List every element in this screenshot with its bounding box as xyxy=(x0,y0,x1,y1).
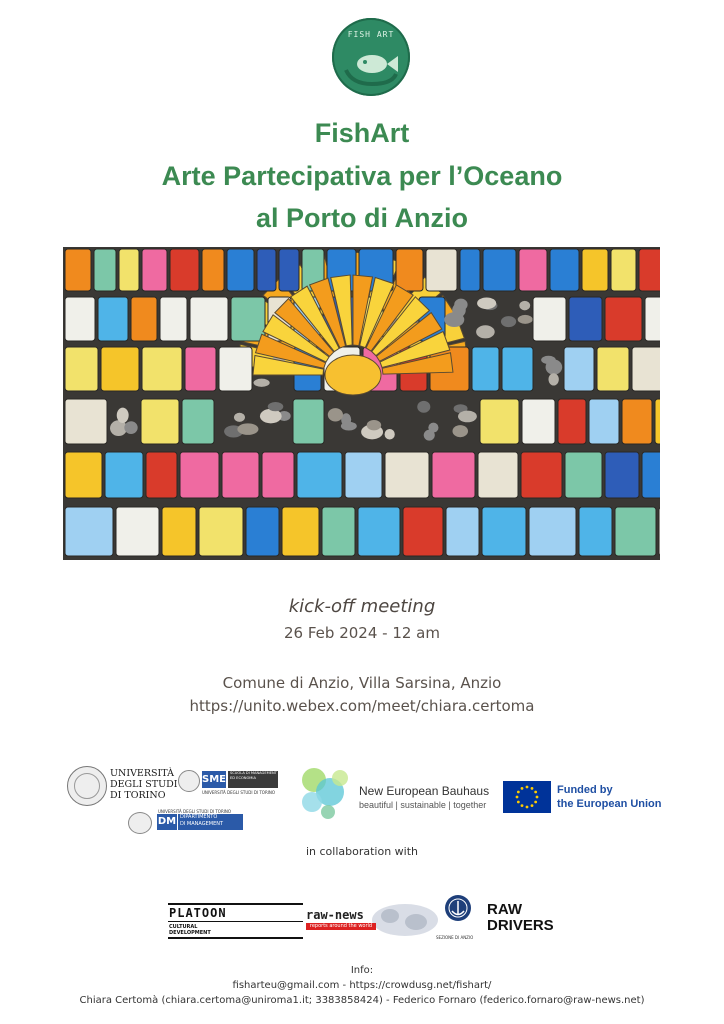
rawnews-sub: reports around the world xyxy=(306,923,376,930)
mosaic-stone xyxy=(548,373,558,385)
sme-abbr: SME xyxy=(202,771,226,788)
mosaic-stone xyxy=(424,430,435,441)
platoon-sub-2: DEVELOPMENT xyxy=(169,930,211,936)
mosaic-tile xyxy=(558,399,586,444)
dm-top: UNIVERSITÀ DEGLI STUDI DI TORINO xyxy=(158,809,232,814)
dm-box xyxy=(178,814,243,830)
mosaic-tile xyxy=(297,452,342,498)
platoon-name: PLATOON xyxy=(169,906,227,920)
eu-star xyxy=(521,787,524,790)
title-line-3: al Porto di Anzio xyxy=(256,203,468,233)
mosaic-tile xyxy=(622,399,652,444)
unito-text xyxy=(110,768,177,801)
eu-line-2: the European Union xyxy=(557,798,662,810)
mosaic-tile xyxy=(202,249,224,291)
anzio-caption: SEZIONE DI ANZIO xyxy=(436,935,474,940)
mosaic-tile xyxy=(257,249,276,291)
footer-contact-line-1[interactable]: fisharteu@gmail.com - https://crowdusg.net/fishart/ xyxy=(232,980,492,991)
footer-info-label: Info: xyxy=(350,965,374,976)
mosaic-tile xyxy=(478,452,518,498)
mosaic-tile xyxy=(521,452,562,498)
eu-star xyxy=(517,801,520,804)
mosaic-tile xyxy=(279,249,299,291)
mosaic-tile xyxy=(632,347,660,391)
eu-star xyxy=(517,791,520,794)
event-datetime: 26 Feb 2024 - 12 am xyxy=(284,624,440,642)
mosaic-tile xyxy=(116,507,159,556)
mosaic-tile xyxy=(482,507,526,556)
eu-star xyxy=(521,804,524,807)
raw-drivers-line-1: RAW xyxy=(487,901,522,918)
mosaic-tile xyxy=(615,507,656,556)
mosaic-tile xyxy=(65,249,91,291)
neb-title: New European Bauhaus xyxy=(359,784,490,798)
mosaic-stone xyxy=(476,325,495,338)
event-type: kick-off meeting xyxy=(288,596,436,617)
dm-line-1: DIPARTIMENTO xyxy=(180,814,218,820)
mosaic-stone xyxy=(328,408,343,421)
mosaic-stone xyxy=(253,379,269,387)
mosaic-tile xyxy=(345,452,382,498)
mosaic-tile xyxy=(659,507,660,556)
mosaic-stone xyxy=(452,303,466,317)
mosaic-tile xyxy=(446,507,479,556)
mosaic-tile xyxy=(231,297,265,341)
mosaic-stone xyxy=(518,315,533,324)
mosaic-tile xyxy=(579,507,612,556)
neb-subtitle: beautiful | sustainable | together xyxy=(359,800,487,810)
mosaic-tile xyxy=(119,249,139,291)
logo-text: FISH ART xyxy=(347,30,395,39)
mosaic-tile xyxy=(432,452,475,498)
mosaic-tile xyxy=(182,399,214,444)
eu-star xyxy=(536,796,539,799)
mosaic-tile xyxy=(141,399,179,444)
mosaic-tile xyxy=(522,399,555,444)
unito-seal-icon xyxy=(67,766,107,806)
mosaic-stone xyxy=(260,409,282,424)
mosaic-tile xyxy=(180,452,219,498)
mosaic-photo xyxy=(63,247,660,560)
mosaic-tile xyxy=(185,347,216,391)
mosaic-tile xyxy=(655,399,660,444)
mosaic-tile xyxy=(65,347,98,391)
mosaic-tile xyxy=(246,507,279,556)
event-link[interactable]: https://unito.webex.com/meet/chiara.certoma xyxy=(189,697,535,715)
eu-star xyxy=(516,796,519,799)
eu-line-1: Funded by xyxy=(557,784,613,796)
eu-star xyxy=(531,787,534,790)
mosaic-tile xyxy=(403,507,443,556)
eu-flag-icon xyxy=(503,781,551,813)
fishart-logo xyxy=(332,18,410,96)
mosaic-tile xyxy=(385,452,429,498)
mosaic-stone xyxy=(417,401,430,413)
mosaic-tile xyxy=(142,249,167,291)
mosaic-tile xyxy=(642,452,660,498)
mosaic-tile xyxy=(65,452,102,498)
mosaic-tile xyxy=(146,452,177,498)
sme-seal-icon xyxy=(178,770,200,792)
mosaic-tile xyxy=(190,297,228,341)
mosaic-tile xyxy=(222,452,259,498)
mosaic-tile xyxy=(131,297,157,341)
mosaic-image xyxy=(63,247,660,560)
mosaic-tile xyxy=(569,297,602,341)
mosaic-tile xyxy=(645,297,660,341)
mosaic-tile xyxy=(565,452,602,498)
mosaic-stone xyxy=(541,356,556,364)
mosaic-tile xyxy=(101,347,139,391)
sme-line-1: SCUOLA DI MANAGEMENT xyxy=(230,771,277,775)
mosaic-tile xyxy=(142,347,182,391)
mosaic-tile xyxy=(282,507,319,556)
mosaic-stone xyxy=(477,297,496,309)
mosaic-tile xyxy=(65,507,113,556)
mosaic-stone xyxy=(237,423,258,435)
raw-drivers-logo xyxy=(487,902,554,934)
mosaic-tile xyxy=(65,399,107,444)
mosaic-tile xyxy=(529,507,576,556)
raw-drivers-line-2: DRIVERS xyxy=(487,917,554,934)
unito-line-1: UNIVERSITÀ xyxy=(110,768,174,779)
mosaic-stone xyxy=(234,413,245,422)
collab-label: in collaboration with xyxy=(305,845,419,858)
eu-star xyxy=(526,786,529,789)
mosaic-tile xyxy=(519,249,547,291)
mosaic-tile xyxy=(219,347,252,391)
title-line-1: FishArt xyxy=(314,118,410,148)
mosaic-tile xyxy=(582,249,608,291)
mosaic-tile xyxy=(639,249,660,291)
mosaic-tile xyxy=(550,249,579,291)
unito-line-3: DI TORINO xyxy=(110,790,166,801)
mosaic-tile xyxy=(564,347,594,391)
platoon-rule-bottom xyxy=(168,937,303,939)
rawnews-name: raw-news xyxy=(306,908,364,922)
mosaic-stone xyxy=(367,420,381,430)
mosaic-tile xyxy=(426,249,457,291)
mosaic-tile xyxy=(605,297,642,341)
mosaic-tile xyxy=(396,249,423,291)
platoon-rule-mid xyxy=(168,921,303,922)
mosaic-tile xyxy=(262,452,294,498)
eu-star xyxy=(534,791,537,794)
platoon-rule-top xyxy=(168,903,303,905)
unito-line-2: DEGLI STUDI xyxy=(110,779,178,790)
footer-contact-line-2[interactable]: Chiara Certomà (chiara.certoma@uniroma1.it; 3383858424) - Federico Fornaro (federico.fornaro@raw-news.net) xyxy=(79,995,645,1006)
dm-line-2: DI MANAGEMENT xyxy=(180,821,224,827)
event-venue: Comune di Anzio, Villa Sarsina, Anzio xyxy=(222,674,502,692)
mosaic-tile xyxy=(98,297,128,341)
mosaic-stone xyxy=(268,402,284,411)
mosaic-tile xyxy=(293,399,324,444)
mosaic-tile xyxy=(170,249,199,291)
mosaic-tile xyxy=(483,249,516,291)
eu-star xyxy=(531,804,534,807)
mosaic-stone xyxy=(385,429,395,439)
mosaic-stone xyxy=(501,316,516,327)
mosaic-stone xyxy=(519,301,530,310)
eu-star xyxy=(534,801,537,804)
mosaic-tile xyxy=(227,249,254,291)
mosaic-tile xyxy=(589,399,619,444)
mosaic-tile xyxy=(94,249,116,291)
mosaic-tile xyxy=(358,507,400,556)
dm-abbr: DM xyxy=(157,814,177,830)
mosaic-stone xyxy=(124,421,137,434)
title-line-2: Arte Partecipativa per l’Oceano xyxy=(161,161,563,191)
mosaic-tile xyxy=(605,452,639,498)
mosaic-tile xyxy=(472,347,499,391)
mosaic-tile xyxy=(611,249,636,291)
mosaic-tile xyxy=(322,507,355,556)
mosaic-tile xyxy=(533,297,566,341)
mosaic-tile xyxy=(199,507,243,556)
mosaic-tile xyxy=(460,249,480,291)
platoon-sub xyxy=(169,924,211,936)
mosaic-tile xyxy=(502,347,533,391)
mosaic-tile xyxy=(597,347,629,391)
mosaic-stone xyxy=(458,411,477,423)
sme-box xyxy=(228,771,278,788)
platoon-sub-1: CULTURAL xyxy=(169,924,198,930)
sme-line-3: UNIVERSITÀ DEGLI STUDI DI TORINO xyxy=(202,790,276,795)
mosaic-stone xyxy=(452,425,468,437)
mosaic-tile xyxy=(105,452,143,498)
dm-seal-icon xyxy=(128,812,152,834)
mosaic-tile xyxy=(162,507,196,556)
eu-star xyxy=(526,806,529,809)
world-map-icon xyxy=(370,900,440,940)
mosaic-sun xyxy=(325,355,381,395)
mosaic-tile xyxy=(480,399,519,444)
mosaic-tile xyxy=(65,297,95,341)
eu-funded-text xyxy=(557,783,662,811)
neb-bubbles-icon xyxy=(296,764,358,822)
mosaic-tile xyxy=(160,297,187,341)
anchor-emblem-icon xyxy=(443,893,473,931)
mosaic-stone xyxy=(117,408,129,423)
fish-hands-icon xyxy=(332,18,410,96)
sme-line-2: ED ECONOMIA xyxy=(230,776,256,780)
